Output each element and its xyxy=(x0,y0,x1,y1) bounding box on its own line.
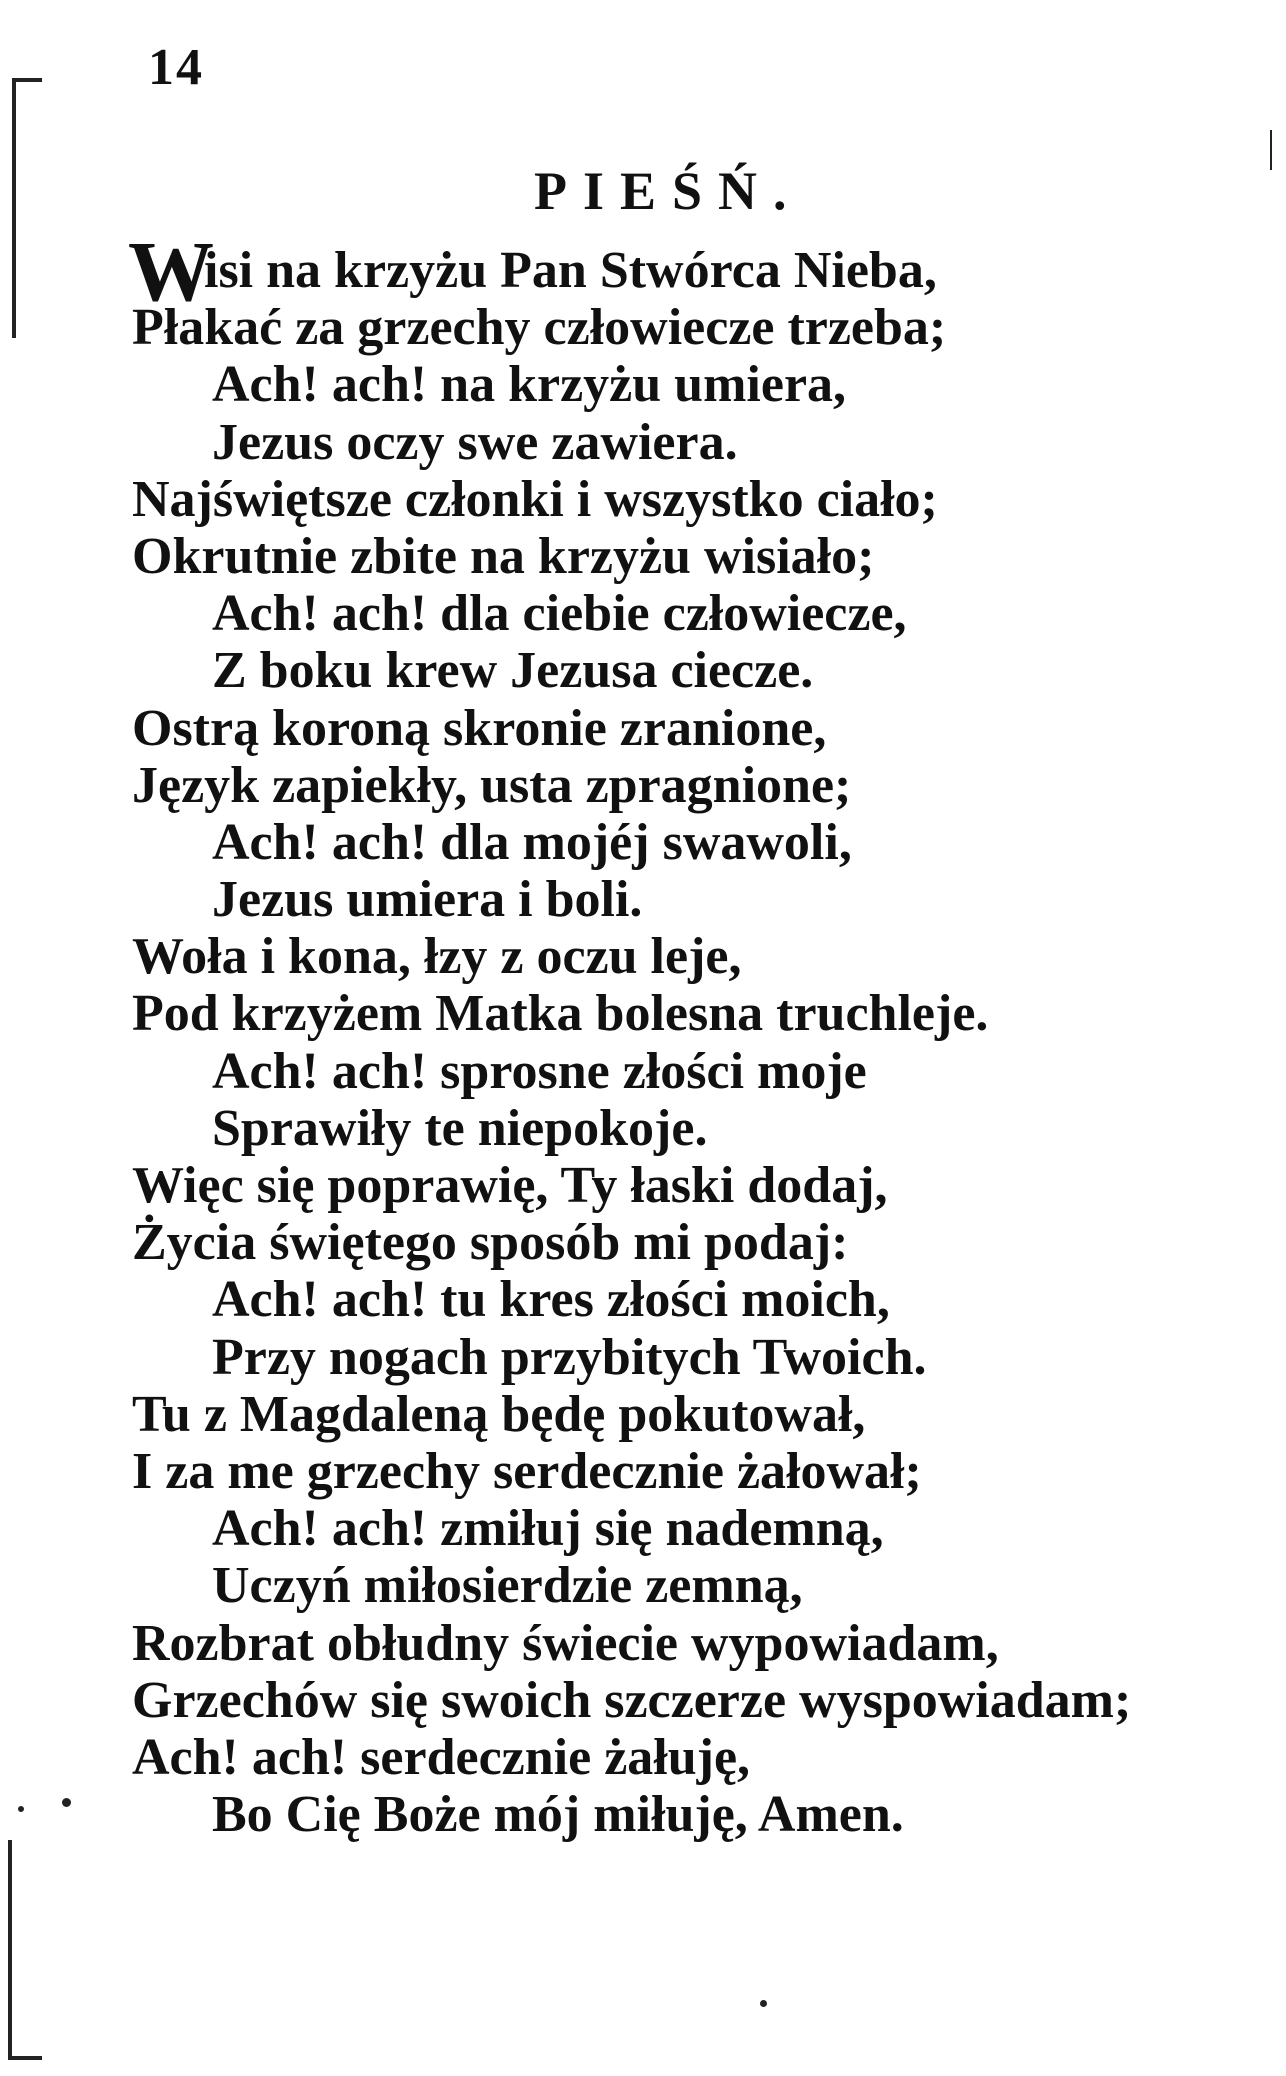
verse-line: Sprawiły te niepokoje. xyxy=(212,1099,708,1157)
verse-line: Ach! ach! tu kres złości moich, xyxy=(212,1271,890,1329)
verse-line: Więc się poprawię, Ty łaski dodaj, xyxy=(132,1157,888,1214)
verse-line: Uczyń miłosierdzie zemną, xyxy=(212,1557,803,1615)
verse-line-first xyxy=(128,223,1232,319)
drop-cap: W xyxy=(128,223,214,319)
song-title: PIEŚŃ. xyxy=(534,161,803,221)
scan-edge-mark xyxy=(12,78,42,82)
verse-line: Grzechów się swoich szczerze wyspowiadam; xyxy=(132,1671,1132,1729)
verse-line: Okrutnie zbite na krzyżu wisiało; xyxy=(132,527,875,585)
ink-speck xyxy=(18,1806,24,1812)
verse-line: Ach! ach! dla ciebie człowiecze, xyxy=(212,585,907,643)
first-line-text: isi na krzyżu Pan Stwórca Nieba, xyxy=(204,242,937,299)
verse-line: Ach! ach! serdecznie żałuję, xyxy=(132,1728,751,1786)
verse-line: Ach! ach! sprosne złości moje xyxy=(212,1042,867,1100)
scan-edge-mark xyxy=(8,2056,42,2060)
verse-line: Z boku krew Jezusa ciecze. xyxy=(212,642,814,700)
verse-line: Pod krzyżem Matka bolesna truchleje. xyxy=(132,985,989,1043)
song-text xyxy=(128,223,1232,1844)
verse-line: Język zapiekły, usta zpragnione; xyxy=(132,756,852,814)
verse-line: Płakać za grzechy człowiecze trzeba; xyxy=(132,299,947,357)
verse-line: Rozbrat obłudny świecie wypowiadam, xyxy=(132,1614,999,1672)
scan-edge-mark xyxy=(12,78,16,338)
scan-edge-mark xyxy=(8,1840,12,2060)
verse-line: Ostrą koroną skronie zranione, xyxy=(132,699,827,757)
ink-speck xyxy=(760,2000,767,2007)
verse-line: Ach! ach! dla mojéj swawoli, xyxy=(212,813,852,871)
verse-line: I za me grzechy serdecznie żałował; xyxy=(132,1442,922,1500)
verse-line: Przy nogach przybitych Twoich. xyxy=(212,1328,927,1386)
verse-line: Najświętsze członki i wszystko ciało; xyxy=(132,470,938,528)
verse-line: Woła i kona, łzy z oczu leje, xyxy=(132,928,742,986)
verse-line: Ach! ach! zmiłuj się nademną, xyxy=(212,1500,884,1558)
verse-line: Tu z Magdaleną będę pokutował, xyxy=(132,1385,866,1443)
verse-line: Ach! ach! na krzyżu umiera, xyxy=(212,356,847,414)
verse-line: Bo Cię Boże mój miłuję, Amen. xyxy=(212,1786,904,1844)
verse-line: Życia świętego sposób mi podaj: xyxy=(132,1214,849,1272)
verse-line: Jezus umiera i boli. xyxy=(212,871,643,929)
ink-speck xyxy=(62,1798,71,1807)
verse-line: Jezus oczy swe zawiera. xyxy=(212,413,738,471)
scan-edge-mark xyxy=(1270,130,1272,170)
page-number: 14 xyxy=(148,39,204,96)
